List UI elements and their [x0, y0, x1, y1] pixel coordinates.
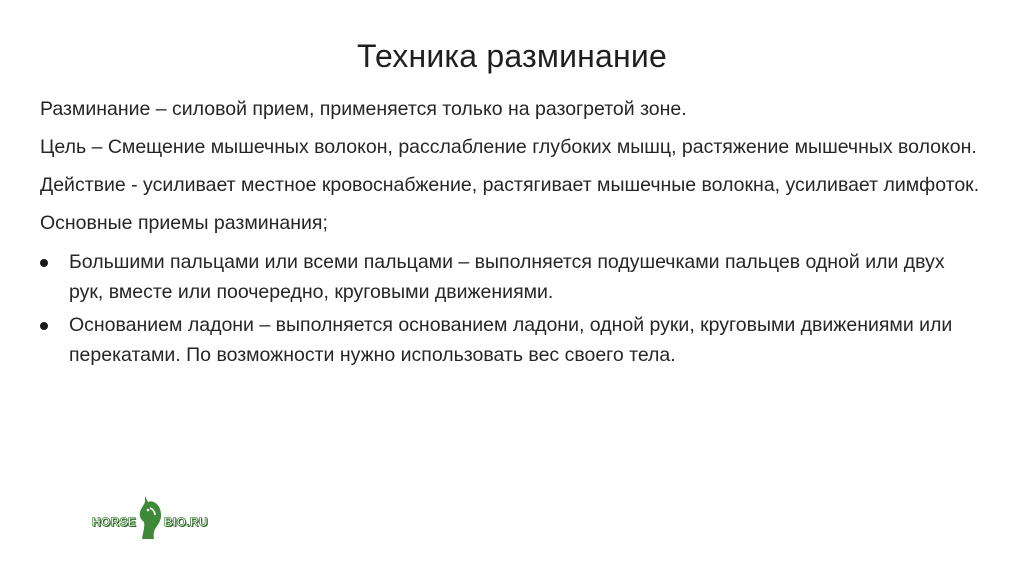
paragraph-goal: Цель – Смещение мышечных волокон, расслабление глубоких мышц, растяжение мышечных волокон.	[40, 136, 977, 158]
bullet-icon	[40, 322, 48, 330]
bullet-icon	[40, 259, 48, 267]
slide-content	[40, 94, 980, 373]
list-item-text: Основанием ладони – выполняется основанием ладони, одной руки, круговыми движениями или перекатами. По возможности нужно использовать вес своего тела.	[69, 314, 953, 366]
logo-text-left: HORSE	[92, 515, 137, 529]
slide-title: Техника разминание	[357, 38, 667, 74]
paragraph-definition: Разминание – силовой прием, применяется только на разогретой зоне.	[40, 98, 687, 120]
techniques-list	[40, 247, 980, 370]
paragraph-techniques-heading: Основные приемы разминания;	[40, 212, 328, 234]
list-item-text: Большими пальцами или всеми пальцами – выполняется подушечками пальцев одной или двух рук, вместе или поочередно, круговыми движениями.	[69, 251, 945, 303]
logo-text-right: BIO.RU	[164, 515, 208, 529]
site-logo	[92, 494, 224, 542]
horse-head-icon	[136, 494, 164, 540]
list-item	[40, 310, 980, 370]
paragraph-action: Действие - усиливает местное кровоснабжение, растягивает мышечные волокна, усиливает лимфоток.	[40, 174, 980, 196]
list-item	[40, 247, 980, 307]
